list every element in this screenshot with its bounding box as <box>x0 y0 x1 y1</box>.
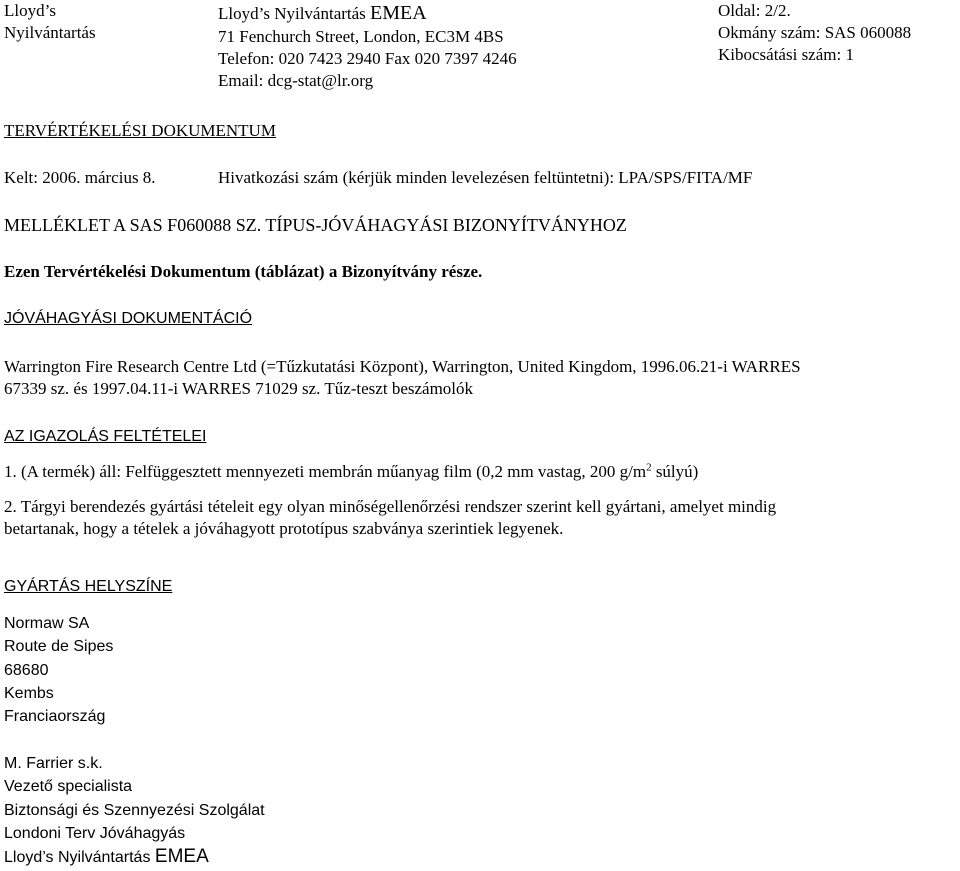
address-line: Normaw SA <box>4 615 90 632</box>
signatory-name: M. Farrier s.k. <box>4 755 103 772</box>
signatory-department: Biztonsági és Szennyezési Szolgálat <box>4 801 265 819</box>
annex-note: Ezen Tervértékelési Dokumentum (táblázat) a Bizonyítvány része. <box>4 262 483 281</box>
manufacturing-heading: GYÁRTÁS HELYSZÍNE <box>4 578 173 595</box>
signatory-unit: Londoni Terv Jóváhagyás <box>4 824 186 842</box>
signatory-block <box>4 752 956 869</box>
approval-text-line: 67339 sz. és 1997.04.11-i WARRES 71029 sz. Tűz-teszt beszámolók <box>4 379 474 399</box>
address-line: Franciaország <box>4 708 106 726</box>
issue-date: Kelt: 2006. március 8. <box>4 168 156 187</box>
header-phone: Telefon: 020 7423 2940 Fax 020 7397 4246 <box>218 49 517 69</box>
signatory-org-region: EMEA <box>154 846 209 868</box>
approval-heading: JÓVÁHAGYÁSI DOKUMENTÁCIÓ <box>4 310 253 327</box>
header-meta <box>718 0 911 66</box>
org-name: Lloyd’s Nyilvántartás <box>218 4 371 23</box>
document-type: TERVÉRTÉKELÉSI DOKUMENTUM <box>4 121 276 140</box>
header-left <box>4 0 96 44</box>
condition-1 <box>4 461 698 483</box>
header-left-line: Nyilvántartás <box>4 23 96 43</box>
address-line: Route de Sipes <box>4 638 114 656</box>
signatory-organization <box>4 845 956 869</box>
condition-2-line: betartanak, hogy a tételek a jóváhagyott prototípus szabványa szerintiek legyenek. <box>4 519 564 539</box>
document-number: Okmány szám: SAS 060088 <box>718 23 912 43</box>
address-line: Kembs <box>4 684 54 702</box>
annex-title: MELLÉKLET A SAS F060088 SZ. TÍPUS-JÓVÁHAGYÁSI BIZONYÍTVÁNYHOZ <box>4 215 627 235</box>
condition-2 <box>4 496 956 540</box>
address-line: 68680 <box>4 661 49 679</box>
page-number: Oldal: 2/2. <box>718 1 791 20</box>
signatory-org-name: Lloyd’s Nyilvántartás <box>4 849 155 867</box>
header-org-title <box>218 0 517 26</box>
reference-number: Hivatkozási szám (kérjük minden levelezésen feltüntetni): LPA/SPS/FITA/MF <box>218 168 753 187</box>
header-email: Email: dcg-stat@lr.org <box>218 71 374 91</box>
condition-2-line: 2. Tárgyi berendezés gyártási tételeit egy olyan minőségellenőrzési rendszer szerint kell gyártani, amelyet mindig <box>4 497 777 516</box>
signatory-title: Vezető specialista <box>4 778 133 796</box>
header-left-line: Lloyd’s <box>4 1 56 20</box>
org-region: EMEA <box>370 2 427 24</box>
condition-1-superscript: 2 <box>646 461 652 474</box>
header-org <box>218 0 517 92</box>
approval-text <box>4 356 956 400</box>
manufacturing-address <box>4 612 956 728</box>
issue-number: Kibocsátási szám: 1 <box>718 45 854 65</box>
condition-1-text: 1. (A termék) áll: Felfüggesztett mennyezeti membrán műanyag film (0,2 mm vastag, 200 g/m <box>4 462 647 481</box>
header-address: 71 Fenchurch Street, London, EC3M 4BS <box>218 27 504 46</box>
condition-1-text-end: súlyú) <box>651 462 699 481</box>
conditions-heading: AZ IGAZOLÁS FELTÉTELEI <box>4 428 207 445</box>
approval-text-line: Warrington Fire Research Centre Ltd (=Tűzkutatási Központ), Warrington, United Kingdom, 1996.06.21-i WARRES <box>4 357 801 376</box>
